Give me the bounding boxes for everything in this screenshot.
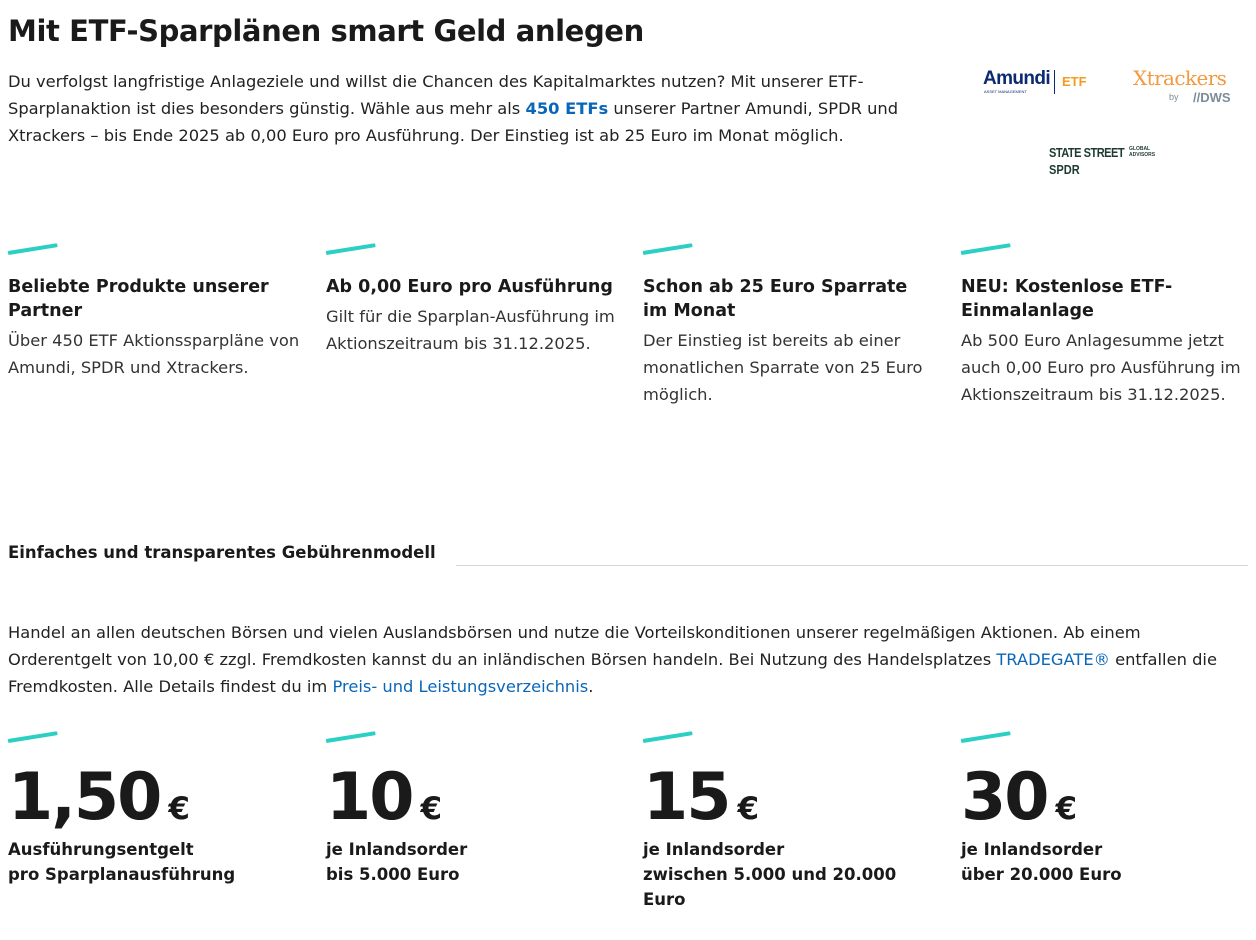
price-amount: 15 € <box>643 760 760 835</box>
tradegate-link[interactable]: TRADEGATE® <box>996 650 1110 669</box>
price-amount: 1,50 € <box>8 760 190 835</box>
accent-dash <box>961 731 1011 743</box>
feature-text: Ab 500 Euro Anlagesumme jetzt auch 0,00 Euro pro Ausführung im Aktionszeitraum bis 31.12.2025. <box>961 331 1241 404</box>
feature-title: Ab 0,00 Euro pro Ausführung <box>326 277 613 297</box>
accent-dash <box>8 243 58 255</box>
state-street-spdr-logo: STATE STREET GLOBAL ADVISORS SPDR <box>1049 145 1156 177</box>
feature-title: NEU: Kostenlose ETF-Einmalanlage <box>961 277 1173 321</box>
amundi-etf-logo: Amundi ASSET MANAGEMENT ETF <box>983 68 1087 94</box>
price-amount: 10 € <box>326 760 443 835</box>
feature-text: Gilt für die Sparplan-Ausführung im Aktionszeitraum bis 31.12.2025. <box>326 307 615 353</box>
accent-dash <box>961 243 1011 255</box>
price-description: je Inlandsorder bis 5.000 Euro <box>326 840 468 884</box>
price-description: je Inlandsorder zwischen 5.000 und 20.000 Euro <box>643 840 897 909</box>
accent-dash <box>643 243 693 255</box>
section-divider <box>456 565 1248 566</box>
price-list-link[interactable]: Preis- und Leistungsverzeichnis <box>332 677 589 696</box>
accent-dash <box>326 731 376 743</box>
feature-text: Über 450 ETF Aktionssparpläne von Amundi, SPDR und Xtrackers. <box>8 331 300 377</box>
feature-text: Der Einstieg ist bereits ab einer monatlichen Sparrate von 25 Euro möglich. <box>643 331 923 404</box>
etf-list-link[interactable]: 450 ETFs <box>525 99 609 118</box>
price-description: Ausführungsentgelt pro Sparplanausführung <box>8 840 236 884</box>
page-title: Mit ETF-Sparplänen smart Geld anlegen <box>8 14 644 48</box>
accent-dash <box>8 731 58 743</box>
feature-title: Beliebte Produkte unserer Partner <box>8 277 269 321</box>
fee-description: Handel an allen deutschen Börsen und vielen Auslandsbörsen und nutze die Vorteilskonditionen unserer regelmäßigen Aktionen. Ab einem Orderentgelt von 10,00 € zzgl. Fremdkosten kannst du an inländischen Börsen handeln. Bei Nutzung des Handelsplatzes TRADEGATE® entfallen die Fremdkosten. Alle Details findest du im Preis- und Leistungsverzeichnis. <box>8 623 1217 696</box>
price-description: je Inlandsorder über 20.000 Euro <box>961 840 1122 884</box>
section-title: Einfaches und transparentes Gebührenmodell <box>8 543 436 562</box>
feature-title: Schon ab 25 Euro Sparrate im Monat <box>643 277 908 321</box>
price-amount: 30 € <box>961 760 1078 835</box>
intro-text: Du verfolgst langfristige Anlageziele und willst die Chancen des Kapitalmarktes nutzen? Mit unserer ETF-Sparplanaktion ist dies besonders günstig. Wähle aus mehr als 450 ETFs unserer Partner Amundi, SPDR und Xtrackers – bis Ende 2025 ab 0,00 Euro pro Ausführung. Der Einstieg ist ab 25 Euro im Monat möglich. <box>8 72 899 145</box>
accent-dash <box>643 731 693 743</box>
accent-dash <box>326 243 376 255</box>
xtrackers-logo: Xtrackers by //DWS <box>1133 66 1231 105</box>
